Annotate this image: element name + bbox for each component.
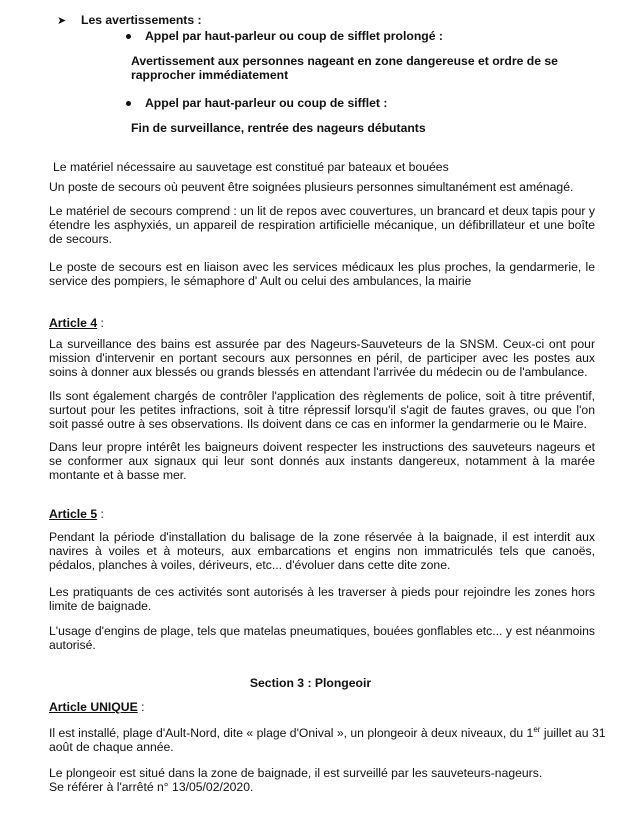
- warning-item-1-meaning: Avertissement aux personnes nageant en zone dangereuse et ordre de se rapprocher immédiatement: [131, 54, 558, 82]
- warning-item-2-label: Appel par haut-parleur ou coup de sifflet :: [145, 96, 388, 110]
- paragraph-poste: Un poste de secours où peuvent être soignées plusieurs personnes simultanément est aménagé.: [49, 180, 574, 194]
- article-unique-suffix: :: [137, 700, 145, 714]
- article-5-title: Article 5: [49, 507, 98, 521]
- article-4-heading: [49, 316, 104, 330]
- article-unique-paragraph-1-line-2: août de chaque année.: [49, 740, 174, 754]
- article-4-title: Article 4: [49, 316, 98, 330]
- section-3-title: Section 3 : Plongeoir: [249, 676, 372, 690]
- article-unique-paragraph-1: [49, 726, 609, 740]
- paragraph-liaison: Le poste de secours est en liaison avec les services médicaux les plus proches, la gendarmerie, le service des pompiers, le sémaphore d' Ault ou celui des ambulances, la mairie: [49, 260, 595, 288]
- article-5-heading: [49, 507, 104, 521]
- p1-text-end: juillet au 31: [540, 726, 606, 740]
- article-unique-heading: [49, 700, 145, 714]
- warning-item-1-label: Appel par haut-parleur ou coup de sifflet prolongé :: [145, 29, 443, 43]
- warning-item-2-meaning: Fin de surveillance, rentrée des nageurs débutants: [131, 121, 426, 135]
- paragraph-secours: Le matériel de secours comprend : un lit de repos avec couvertures, un brancard et deux tapis pour y étendre les asphyxiés, un appareil de respiration artificielle mécanique, un défibrillateur et une boîte de secours.: [49, 204, 595, 246]
- article-4-paragraph-1: La surveillance des bains est assurée par des Nageurs-Sauveteurs de la SNSM. Ceux-ci ont pour mission d'intervenir en portant secours aux personnes en péril, de participer avec les postes aux soins à donner aux blessés ou grands blessés en attendant l'arrivée du médecin ou de l'ambulance.: [49, 337, 595, 379]
- p1-text: Il est installé, plage d'Ault-Nord, dite « plage d'Onival », un plongeoir à deux niveaux, du 1: [49, 726, 534, 740]
- article-5-paragraph-3: L'usage d'engins de plage, tels que matelas pneumatiques, bouées gonflables etc... y est néanmoins autorisé.: [49, 624, 595, 652]
- p1-superscript: er: [533, 724, 541, 734]
- article-4-paragraph-2: Ils sont également chargés de contrôler l'application des règlements de police, soit à titre préventif, surtout pour les petites infractions, soit à titre répressif lorsqu'il s'agit de fautes graves, ou que l'on soit passé outre à ses observations. Ils doivent dans ce cas en informer la gendarmerie ou le Maire.: [49, 389, 595, 431]
- article-unique-title: Article UNIQUE: [49, 700, 138, 714]
- paragraph-materiel: Le matériel nécessaire au sauvetage est constitué par bateaux et bouées: [53, 160, 449, 174]
- article-4-suffix: :: [97, 316, 104, 330]
- article-5-paragraph-1: Pendant la période d'installation du balisage de la zone réservée à la baignade, il est interdit aux navires à voiles et à moteurs, aux embarcations et engins non immatriculés tels que canoës, pédalos, planches à voiles, dériveurs, etc... d'évoluer dans cette dite zone.: [49, 530, 595, 572]
- article-unique-paragraph-2-line-1: Le plongeoir est situé dans la zone de baignade, il est surveillé par les sauveteurs-nageurs.: [49, 766, 543, 780]
- bullet-dot-icon: [126, 101, 131, 106]
- bullet-dot-icon: [126, 34, 131, 39]
- article-unique-paragraph-2-line-2: Se référer à l'arrêté n° 13/05/02/2020.: [49, 780, 254, 794]
- arrow-bullet-icon: ➤: [57, 15, 67, 27]
- article-5-paragraph-2: Les pratiquants de ces activités sont autorisés à les traverser à pieds pour rejoindre les zones hors limite de baignade.: [49, 585, 595, 613]
- article-5-suffix: :: [97, 507, 104, 521]
- warnings-heading: Les avertissements :: [81, 13, 202, 27]
- article-4-paragraph-3: Dans leur propre intérêt les baigneurs doivent respecter les instructions des sauveteurs nageurs et se conformer aux signaux qui leur sont donnés aux instants dangereux, notamment à la marée montante et à basse mer.: [49, 440, 595, 482]
